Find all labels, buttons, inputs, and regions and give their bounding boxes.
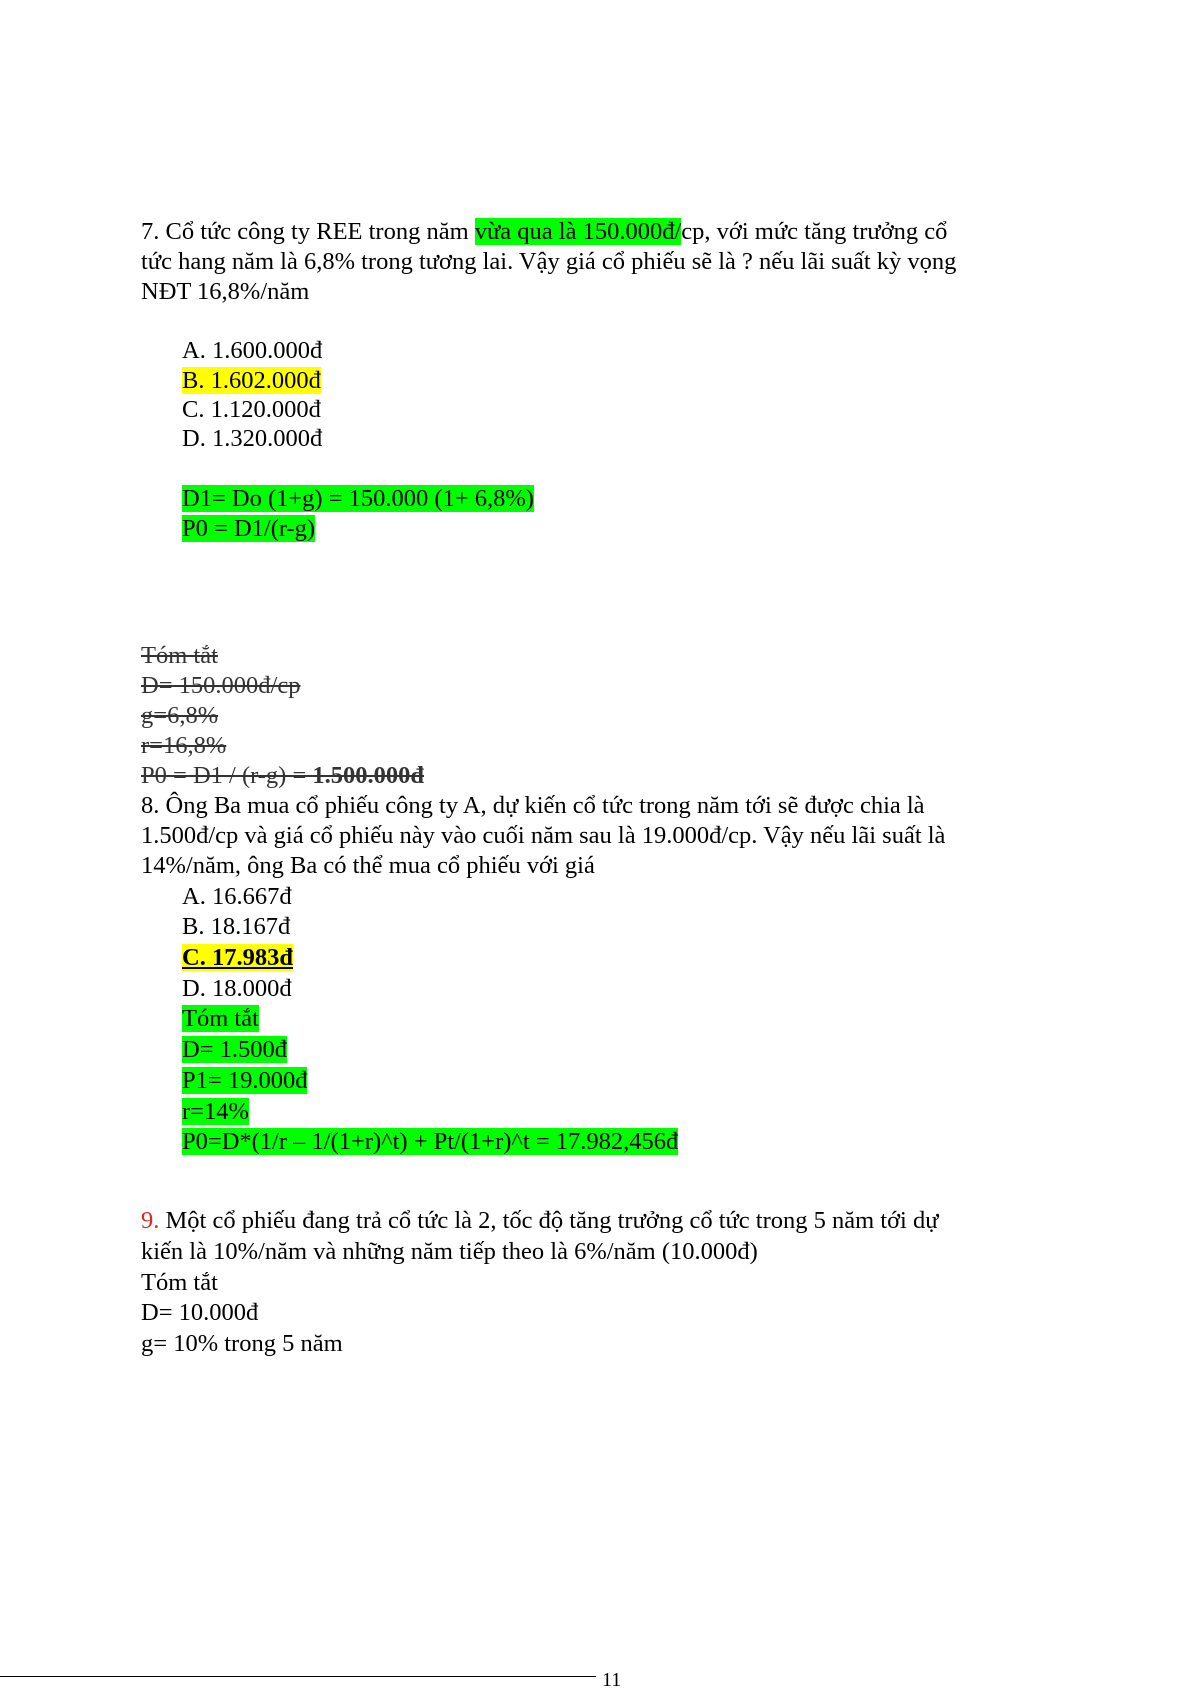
q8-correct-answer: C. 17.983đ: [182, 944, 293, 971]
q7-option-d: D. 1.320.000đ: [182, 425, 323, 452]
q9-summary-g: g= 10% trong 5 năm: [141, 1330, 343, 1357]
q7-solution-line-2: P0 = D1/(r-g): [182, 515, 316, 542]
q7-summary-d: D= 150.000đ/cp: [141, 672, 301, 699]
q8-question-line-1: 8. Ông Ba mua cổ phiếu công ty A, dự kiến cổ tức trong năm tới sẽ được chia là: [141, 792, 925, 819]
footer-divider: [0, 1676, 596, 1677]
q7-solution-line-1: D1= Do (1+g) = 150.000 (1+ 6,8%): [182, 485, 534, 512]
q8-option-b: B. 18.167đ: [182, 913, 291, 940]
q7-correct-answer: B. 1.602.000đ: [182, 367, 321, 394]
q8-summary-r: r=14%: [182, 1098, 249, 1125]
q8-question-line-2: 1.500đ/cp và giá cổ phiếu này vào cuối năm sau là 19.000đ/cp. Vậy nếu lãi suất là: [141, 822, 946, 849]
q8-summary-d: D= 1.500đ: [182, 1036, 288, 1063]
q7-question-line-3: NĐT 16,8%/năm: [141, 278, 310, 305]
q8-summary-formula: P0=D*(1/r – 1/(1+r)^t) + Pt/(1+r)^t = 17.982,456đ: [182, 1128, 679, 1155]
q7-option-c: C. 1.120.000đ: [182, 396, 321, 423]
q8-option-d: D. 18.000đ: [182, 975, 292, 1002]
q7-highlight: vừa qua là 150.000đ/: [474, 218, 682, 245]
q9-summary-title: Tóm tắt: [141, 1269, 218, 1296]
q7-summary-p0: P0 = D1 / (r-g) = 1.500.000đ: [141, 762, 425, 789]
q8-question-line-3: 14%/năm, ông Ba có thể mua cổ phiếu với giá: [141, 852, 595, 879]
q7-option-b: [182, 365, 321, 396]
q7-text-cont: cp, với mức tăng trưởng cổ: [681, 218, 948, 245]
q8-summary-title: Tóm tắt: [182, 1005, 259, 1032]
q7-summary-r: r=16,8%: [141, 732, 227, 759]
q9-summary-d: D= 10.000đ: [141, 1299, 259, 1326]
q8-option-a: A. 16.667đ: [182, 883, 292, 910]
q7-text: 7. Cổ tức công ty REE trong năm: [141, 218, 475, 245]
q7-summary-g: g=6,8%: [141, 702, 219, 729]
q9-question-line-2: kiến là 10%/năm và những năm tiếp theo là 6%/năm (10.000đ): [141, 1238, 758, 1265]
q9-number: 9.: [141, 1207, 160, 1234]
q7-option-a: A. 1.600.000đ: [182, 337, 323, 364]
page-number: 11: [602, 1669, 622, 1691]
q7-question-line-2: tức hang năm là 6,8% trong tương lai. Vậy giá cổ phiếu sẽ là ? nếu lãi suất kỳ vọng: [141, 248, 957, 275]
q7-summary-title: Tóm tắt: [141, 642, 218, 669]
q8-option-c: [182, 942, 293, 973]
q7-question-line-1: [141, 216, 947, 247]
q9-question-line-1: 9. Một cổ phiếu đang trả cổ tức là 2, tốc độ tăng trưởng cổ tức trong 5 năm tới dự: [141, 1207, 939, 1234]
q8-summary-p1: P1= 19.000đ: [182, 1067, 308, 1094]
